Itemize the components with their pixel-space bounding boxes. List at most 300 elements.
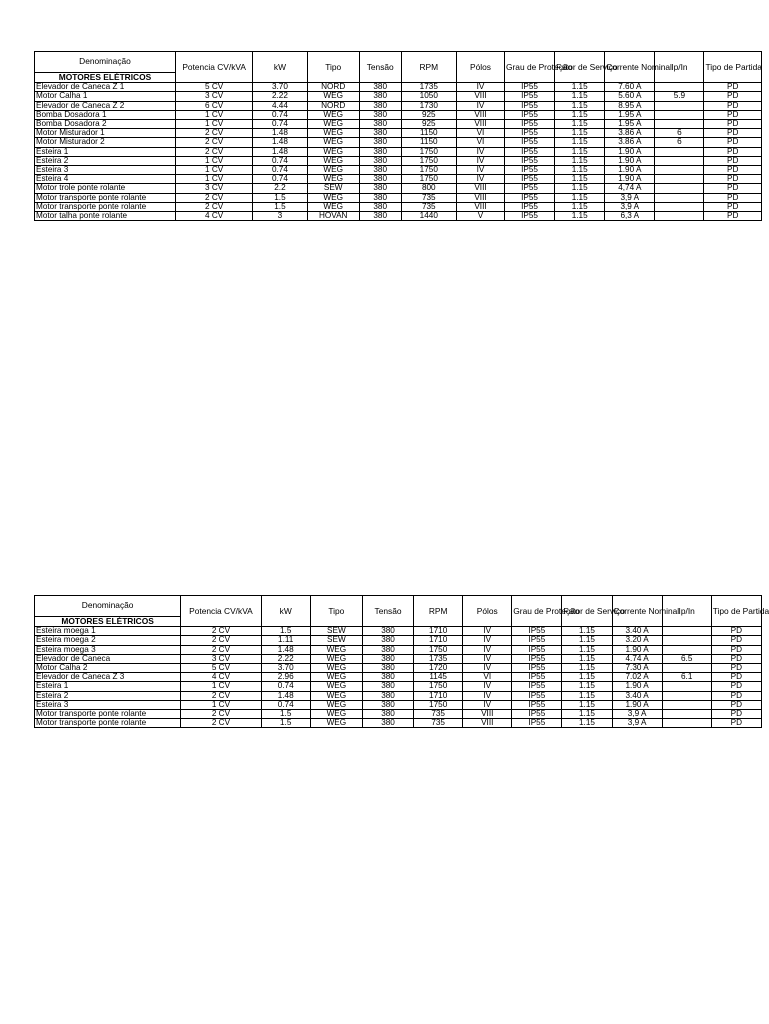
cell-denominacao: Elevador de Caneca Z 3 [35,673,181,682]
cell-denominacao: Esteira moega 3 [35,645,181,654]
cell-fator-servico: 1.15 [555,175,605,184]
cell-rpm: 1710 [414,636,463,645]
cell-tipo: WEG [307,120,359,129]
header-corrente-nominal: Corrente Nominal [612,596,662,627]
cell-tipo: WEG [310,691,362,700]
cell-tipo-partida: PD [704,110,762,119]
cell-tipo: NORD [307,83,359,92]
cell-corrente-nominal: 3,9 A [605,193,655,202]
header-rpm: RPM [401,52,456,83]
cell-fator-servico: 1.15 [562,691,612,700]
cell-tipo: WEG [307,138,359,147]
cell-rpm: 1710 [414,627,463,636]
cell-tipo-partida: PD [704,101,762,110]
cell-tipo-partida: PD [711,691,761,700]
cell-corrente-nominal: 4.74 A [612,654,662,663]
header-polos: Pólos [463,596,512,627]
cell-tipo: WEG [307,92,359,101]
cell-tensao: 380 [359,202,401,211]
table-row [35,654,762,663]
cell-rpm: 1440 [401,212,456,221]
header-tipo: Tipo [307,52,359,83]
cell-grau-protecao: IP55 [512,664,562,673]
cell-grau-protecao: IP55 [505,212,555,221]
cell-kw: 1.48 [261,645,310,654]
cell-grau-protecao: IP55 [512,700,562,709]
cell-tensao: 380 [359,138,401,147]
cell-kw: 1.48 [253,138,307,147]
cell-polos: VIII [456,193,504,202]
cell-polos: VI [456,138,504,147]
cell-potencia: 6 CV [176,101,253,110]
cell-polos: IV [456,101,504,110]
cell-denominacao: Elevador de Caneca Z 2 [35,101,176,110]
cell-fator-servico: 1.15 [562,627,612,636]
cell-corrente-nominal: 3.86 A [605,129,655,138]
cell-ip-in [662,691,711,700]
cell-denominacao: Esteira moega 2 [35,636,181,645]
cell-potencia: 2 CV [176,147,253,156]
cell-corrente-nominal: 7.02 A [612,673,662,682]
header-denominacao: Denominação [35,52,176,73]
cell-rpm: 925 [401,110,456,119]
cell-tensao: 380 [359,120,401,129]
cell-denominacao: Esteira 1 [35,682,181,691]
cell-fator-servico: 1.15 [555,184,605,193]
cell-tipo-partida: PD [711,654,761,663]
cell-kw: 1.11 [261,636,310,645]
cell-kw: 2.2 [253,184,307,193]
cell-tipo: HOVAN [307,212,359,221]
cell-potencia: 4 CV [176,212,253,221]
cell-tipo: WEG [310,645,362,654]
cell-fator-servico: 1.15 [555,193,605,202]
cell-rpm: 1735 [414,654,463,663]
cell-rpm: 735 [414,719,463,728]
cell-tipo-partida: PD [704,129,762,138]
table-row [35,110,762,119]
cell-polos: IV [463,636,512,645]
cell-polos: VIII [456,202,504,211]
table-row [35,83,762,92]
cell-tipo: WEG [310,700,362,709]
cell-tipo-partida: PD [704,147,762,156]
cell-denominacao: Bomba Dosadora 2 [35,120,176,129]
cell-tensao: 380 [362,645,413,654]
cell-ip-in [662,682,711,691]
cell-denominacao: Motor trole ponte rolante [35,184,176,193]
cell-tensao: 380 [362,719,413,728]
cell-potencia: 2 CV [181,636,261,645]
cell-polos: VIII [463,719,512,728]
cell-tipo-partida: PD [704,166,762,175]
cell-rpm: 1730 [401,101,456,110]
cell-tipo-partida: PD [704,156,762,165]
cell-corrente-nominal: 1.95 A [605,110,655,119]
cell-polos: IV [456,166,504,175]
table-row [35,120,762,129]
header-denominacao: Denominação [35,596,181,617]
cell-potencia: 1 CV [176,110,253,119]
cell-tipo: WEG [307,156,359,165]
cell-tipo-partida: PD [711,673,761,682]
cell-corrente-nominal: 1.90 A [612,700,662,709]
cell-corrente-nominal: 3,9 A [612,710,662,719]
cell-corrente-nominal: 6,3 A [605,212,655,221]
cell-polos: IV [463,700,512,709]
cell-tipo: NORD [307,101,359,110]
cell-tensao: 380 [362,627,413,636]
cell-tensao: 380 [362,710,413,719]
cell-grau-protecao: IP55 [512,627,562,636]
cell-denominacao: Motor talha ponte rolante [35,212,176,221]
header-kw: kW [261,596,310,627]
cell-grau-protecao: IP55 [505,101,555,110]
table-row [35,175,762,184]
cell-potencia: 1 CV [176,166,253,175]
cell-ip-in: 6.1 [662,673,711,682]
cell-denominacao: Motor transporte ponte rolante [35,710,181,719]
cell-kw: 0.74 [253,110,307,119]
cell-corrente-nominal: 1.90 A [612,682,662,691]
cell-rpm: 1145 [414,673,463,682]
cell-grau-protecao: IP55 [512,710,562,719]
cell-kw: 2.22 [261,654,310,663]
cell-tipo-partida: PD [711,664,761,673]
cell-grau-protecao: IP55 [512,654,562,663]
header-tipo-partida: Tipo de Partida [704,52,762,83]
cell-denominacao: Esteira 2 [35,156,176,165]
header-grau-protecao: Grau de Proteção [512,596,562,627]
cell-polos: VIII [456,120,504,129]
cell-kw: 0.74 [253,166,307,175]
table-row [35,627,762,636]
cell-kw: 1.5 [261,710,310,719]
cell-tipo-partida: PD [704,212,762,221]
cell-denominacao: Esteira 3 [35,166,176,175]
cell-tipo: WEG [307,202,359,211]
cell-corrente-nominal: 7.60 A [605,83,655,92]
table-row [35,636,762,645]
cell-potencia: 2 CV [181,627,261,636]
cell-potencia: 2 CV [176,138,253,147]
cell-grau-protecao: IP55 [512,673,562,682]
cell-corrente-nominal: 3.40 A [612,691,662,700]
cell-denominacao: Esteira 4 [35,175,176,184]
cell-denominacao: Motor transporte ponte rolante [35,202,176,211]
cell-tipo-partida: PD [711,636,761,645]
cell-fator-servico: 1.15 [555,138,605,147]
cell-potencia: 4 CV [181,673,261,682]
cell-corrente-nominal: 5.60 A [605,92,655,101]
cell-tensao: 380 [359,212,401,221]
cell-polos: VIII [456,92,504,101]
cell-kw: 3.70 [261,664,310,673]
cell-kw: 1.5 [253,193,307,202]
cell-denominacao: Bomba Dosadora 1 [35,110,176,119]
cell-polos: IV [456,156,504,165]
cell-tipo: WEG [310,682,362,691]
header-grau-protecao: Grau de Proteção [505,52,555,83]
cell-potencia: 2 CV [176,129,253,138]
cell-grau-protecao: IP55 [505,175,555,184]
cell-tipo: WEG [310,664,362,673]
cell-grau-protecao: IP55 [505,202,555,211]
cell-ip-in [655,212,704,221]
cell-polos: VIII [456,184,504,193]
cell-ip-in [662,627,711,636]
cell-polos: VIII [456,110,504,119]
cell-corrente-nominal: 1.90 A [605,175,655,184]
cell-grau-protecao: IP55 [505,156,555,165]
cell-fator-servico: 1.15 [555,156,605,165]
cell-polos: IV [463,664,512,673]
cell-rpm: 735 [401,193,456,202]
cell-tipo-partida: PD [704,83,762,92]
cell-fator-servico: 1.15 [555,83,605,92]
cell-grau-protecao: IP55 [512,636,562,645]
cell-tipo-partida: PD [704,138,762,147]
cell-potencia: 3 CV [176,92,253,101]
cell-kw: 2.22 [253,92,307,101]
cell-fator-servico: 1.15 [562,710,612,719]
cell-tipo-partida: PD [711,645,761,654]
motor-table-1 [34,51,762,221]
cell-grau-protecao: IP55 [505,193,555,202]
cell-potencia: 3 CV [176,184,253,193]
cell-fator-servico: 1.15 [555,110,605,119]
table-row [35,129,762,138]
table-row [35,719,762,728]
cell-denominacao: Elevador de Caneca [35,654,181,663]
cell-tipo-partida: PD [711,682,761,691]
cell-ip-in [655,147,704,156]
header-potencia: Potencia CV/kVA [181,596,261,627]
cell-rpm: 925 [401,120,456,129]
cell-fator-servico: 1.15 [562,664,612,673]
cell-tensao: 380 [359,184,401,193]
table-row [35,101,762,110]
cell-tipo: WEG [307,193,359,202]
cell-rpm: 1750 [414,700,463,709]
cell-ip-in [655,175,704,184]
cell-kw: 1.48 [253,129,307,138]
table-row [35,193,762,202]
cell-ip-in [655,184,704,193]
cell-rpm: 1750 [401,156,456,165]
cell-polos: IV [463,691,512,700]
header-ip-in: Ip/In [662,596,711,627]
cell-grau-protecao: IP55 [505,120,555,129]
header-tipo-partida: Tipo de Partida [711,596,761,627]
cell-kw: 1.5 [253,202,307,211]
cell-potencia: 3 CV [181,654,261,663]
cell-tensao: 380 [359,147,401,156]
cell-potencia: 1 CV [181,700,261,709]
cell-grau-protecao: IP55 [505,92,555,101]
cell-tipo: SEW [307,184,359,193]
cell-polos: IV [463,682,512,691]
cell-tipo: SEW [310,636,362,645]
cell-polos: IV [463,627,512,636]
cell-fator-servico: 1.15 [562,719,612,728]
table-row [35,664,762,673]
cell-tensao: 380 [359,83,401,92]
cell-ip-in [655,101,704,110]
cell-denominacao: Motor Misturador 1 [35,129,176,138]
header-corrente-nominal: Corrente Nominal [605,52,655,83]
cell-ip-in [655,202,704,211]
header-tipo: Tipo [310,596,362,627]
cell-tensao: 380 [362,682,413,691]
cell-ip-in [662,719,711,728]
cell-rpm: 1710 [414,691,463,700]
cell-ip-in: 5.9 [655,92,704,101]
cell-corrente-nominal: 8.95 A [605,101,655,110]
cell-kw: 0.74 [253,156,307,165]
cell-potencia: 5 CV [176,83,253,92]
cell-fator-servico: 1.15 [555,147,605,156]
cell-ip-in: 6.5 [662,654,711,663]
cell-fator-servico: 1.15 [562,673,612,682]
cell-potencia: 1 CV [176,120,253,129]
cell-grau-protecao: IP55 [505,83,555,92]
cell-tipo-partida: PD [704,120,762,129]
cell-fator-servico: 1.15 [555,129,605,138]
cell-grau-protecao: IP55 [512,719,562,728]
cell-grau-protecao: IP55 [512,645,562,654]
cell-potencia: 1 CV [181,682,261,691]
cell-tensao: 380 [362,664,413,673]
cell-potencia: 2 CV [176,202,253,211]
cell-potencia: 5 CV [181,664,261,673]
cell-denominacao: Esteira 2 [35,691,181,700]
cell-ip-in [655,110,704,119]
header-tensao: Tensão [359,52,401,83]
cell-tipo-partida: PD [711,627,761,636]
cell-kw: 3 [253,212,307,221]
cell-potencia: 2 CV [181,719,261,728]
table-row [35,147,762,156]
cell-rpm: 1750 [414,645,463,654]
cell-tipo-partida: PD [711,719,761,728]
cell-rpm: 1150 [401,129,456,138]
cell-corrente-nominal: 1.90 A [605,147,655,156]
cell-tensao: 380 [362,673,413,682]
section-label: MOTORES ELÉTRICOS [35,617,181,627]
cell-kw: 1.48 [253,147,307,156]
cell-denominacao: Esteira moega 1 [35,627,181,636]
cell-rpm: 1750 [401,175,456,184]
cell-tensao: 380 [362,636,413,645]
cell-tipo: WEG [310,673,362,682]
cell-fator-servico: 1.15 [555,202,605,211]
cell-tensao: 380 [359,92,401,101]
cell-corrente-nominal: 3,9 A [612,719,662,728]
cell-corrente-nominal: 3.20 A [612,636,662,645]
cell-grau-protecao: IP55 [505,184,555,193]
table-row [35,673,762,682]
cell-fator-servico: 1.15 [555,166,605,175]
cell-denominacao: Esteira 1 [35,147,176,156]
cell-denominacao: Motor transporte ponte rolante [35,719,181,728]
cell-corrente-nominal: 3.86 A [605,138,655,147]
cell-corrente-nominal: 7.30 A [612,664,662,673]
cell-potencia: 2 CV [181,645,261,654]
table-row [35,682,762,691]
cell-corrente-nominal: 1.90 A [612,645,662,654]
cell-rpm: 1750 [414,682,463,691]
cell-tipo: WEG [310,654,362,663]
cell-tensao: 380 [362,700,413,709]
cell-grau-protecao: IP55 [505,147,555,156]
cell-tensao: 380 [359,101,401,110]
header-ip-in: Ip/In [655,52,704,83]
cell-corrente-nominal: 3,9 A [605,202,655,211]
cell-potencia: 2 CV [176,193,253,202]
cell-grau-protecao: IP55 [505,110,555,119]
cell-rpm: 735 [401,202,456,211]
motor-table-2 [34,595,769,728]
cell-polos: V [456,212,504,221]
cell-rpm: 1750 [401,147,456,156]
table-row [35,166,762,175]
cell-kw: 1.48 [261,691,310,700]
cell-polos: VI [456,129,504,138]
cell-kw: 2.96 [261,673,310,682]
table-row [35,138,762,147]
table-row [35,212,762,221]
cell-kw: 0.74 [261,700,310,709]
cell-kw: 1.5 [261,627,310,636]
cell-rpm: 1735 [401,83,456,92]
cell-tipo: WEG [307,110,359,119]
cell-tipo-partida: PD [704,193,762,202]
cell-rpm: 735 [414,710,463,719]
cell-kw: 4.44 [253,101,307,110]
header-kw: kW [253,52,307,83]
cell-fator-servico: 1.15 [562,700,612,709]
cell-ip-in [662,700,711,709]
cell-denominacao: Motor Calha 1 [35,92,176,101]
cell-potencia: 2 CV [181,710,261,719]
cell-fator-servico: 1.15 [562,654,612,663]
cell-fator-servico: 1.15 [562,682,612,691]
cell-polos: IV [456,147,504,156]
cell-tipo: WEG [307,147,359,156]
cell-potencia: 2 CV [181,691,261,700]
cell-tipo: WEG [307,129,359,138]
cell-ip-in [655,166,704,175]
cell-tipo-partida: PD [711,710,761,719]
cell-kw: 0.74 [253,120,307,129]
table-row [35,645,762,654]
cell-kw: 0.74 [261,682,310,691]
cell-grau-protecao: IP55 [505,166,555,175]
table-row [35,184,762,193]
table-row [35,156,762,165]
cell-tipo: WEG [310,719,362,728]
table-body [35,83,762,221]
cell-corrente-nominal: 1.90 A [605,166,655,175]
cell-kw: 0.74 [253,175,307,184]
cell-corrente-nominal: 1.95 A [605,120,655,129]
cell-ip-in [662,636,711,645]
cell-denominacao: Elevador de Caneca Z 1 [35,83,176,92]
cell-ip-in [662,710,711,719]
cell-fator-servico: 1.15 [555,212,605,221]
cell-tipo: WEG [310,710,362,719]
